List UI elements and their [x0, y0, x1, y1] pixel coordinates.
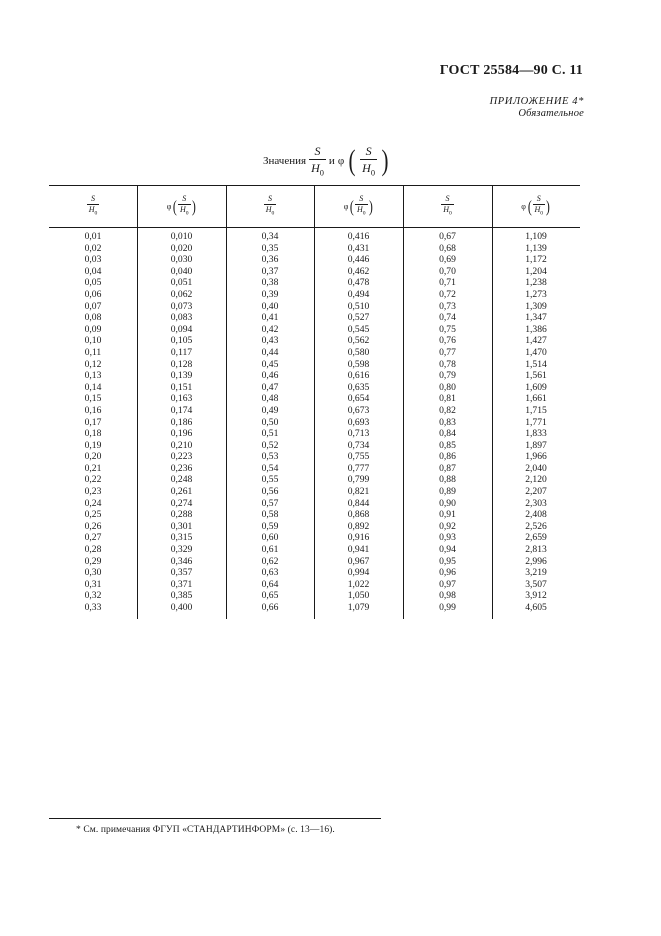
table-cell: 0,11 [84, 346, 102, 358]
table-cell: 1,022 [347, 578, 370, 590]
table-cell: 0,128 [170, 358, 193, 370]
table-cell: 0,87 [439, 462, 456, 474]
table-cell: 0,30 [84, 567, 102, 579]
table-cell: 0,31 [84, 578, 102, 590]
table-cell: 0,26 [84, 520, 102, 532]
table-cell: 0,39 [261, 288, 279, 300]
table-cell: 0,03 [84, 254, 102, 266]
table-cell: 0,799 [347, 474, 370, 486]
table-cell: 0,117 [170, 346, 193, 358]
caption-fraction: $\frac{S}{H_0}$ [311, 144, 324, 178]
table-cell: 0,55 [261, 474, 279, 486]
table-cell: 1,833 [525, 428, 547, 440]
table-cell: 0,261 [170, 486, 193, 498]
table-cell: 0,04 [84, 265, 102, 277]
column-phi-3 [492, 231, 580, 614]
table-cell: 0,99 [439, 602, 456, 613]
table-cell: 0,15 [84, 393, 102, 405]
table-cell: 0,25 [84, 509, 102, 521]
table-cell: 0,494 [347, 288, 370, 300]
table-cell: 0,186 [170, 416, 193, 428]
caption-phi: φ [337, 155, 345, 168]
table-cell: 0,57 [261, 497, 279, 509]
table-cell: 1,661 [525, 393, 547, 405]
table-cell: 0,37 [261, 265, 279, 277]
column-phi-2 [314, 231, 403, 614]
footnote-rule [49, 818, 381, 819]
table-cell: 0,07 [84, 300, 102, 312]
table-cell: 0,16 [84, 404, 102, 416]
table-cell: 0,462 [347, 265, 370, 277]
table-cell: 1,050 [347, 590, 370, 602]
table-cell: 1,514 [525, 358, 547, 370]
table-cell: 0,21 [84, 462, 102, 474]
table-cell: 0,96 [439, 567, 456, 579]
table-cell: 1,771 [525, 416, 547, 428]
table-cell: 1,470 [525, 346, 547, 358]
table-cell: 0,210 [170, 439, 193, 451]
table-cell: 1,715 [525, 404, 547, 416]
table-cell: 1,139 [525, 242, 547, 254]
table-cell: 0,97 [439, 578, 456, 590]
table-cell: 0,274 [170, 497, 193, 509]
table-cell: 0,094 [170, 323, 193, 335]
table-cell: 0,040 [170, 265, 193, 277]
table-cell: 0,12 [84, 358, 102, 370]
table-cell: 0,52 [261, 439, 279, 451]
table-cell: 0,28 [84, 544, 102, 556]
table-cell: 0,45 [261, 358, 279, 370]
table-cell: 0,35 [261, 242, 279, 254]
table-cell: 0,08 [84, 312, 102, 324]
table-cell: 1,561 [525, 370, 547, 382]
table-cell: 0,062 [170, 288, 193, 300]
table-cell: 0,329 [170, 544, 193, 556]
table-cell: 0,580 [347, 346, 370, 358]
table-cell: 0,777 [347, 462, 370, 474]
appendix-subtitle: Обязательное [518, 108, 584, 119]
column-phi-1 [137, 231, 226, 614]
table-cell: 0,844 [347, 497, 370, 509]
table-cell: 0,20 [84, 451, 102, 463]
table-cell: 0,92 [439, 520, 456, 532]
table-cell: 0,510 [347, 300, 370, 312]
table-cell: 0,41 [261, 312, 279, 324]
values-table [49, 185, 580, 619]
table-cell: 0,51 [261, 428, 279, 440]
header-s-over-h0: $\frac{S}{H_0}$ [443, 193, 452, 217]
table-cell: 0,446 [347, 254, 370, 266]
table-cell: 0,89 [439, 486, 456, 498]
table-cell: 0,06 [84, 288, 102, 300]
table-cell: 0,78 [439, 358, 456, 370]
table-cell: 0,174 [170, 404, 193, 416]
table-cell: 0,63 [261, 567, 279, 579]
table-cell: 0,562 [347, 335, 370, 347]
column-s-over-h0-1 [49, 231, 137, 614]
table-cell: 0,48 [261, 393, 279, 405]
table-cell: 0,13 [84, 370, 102, 382]
table-cell: 0,64 [261, 578, 279, 590]
table-cell: 0,755 [347, 451, 370, 463]
table-cell: 0,58 [261, 509, 279, 521]
table-cell: 0,80 [439, 381, 456, 393]
column-s-over-h0-2 [226, 231, 314, 614]
table-cell: 0,34 [261, 231, 279, 242]
table-cell: 1,204 [525, 265, 547, 277]
caption-fraction-2: $\frac{S}{H_0}$ [362, 144, 376, 178]
table-cell: 0,083 [170, 312, 193, 324]
table-cell: 0,105 [170, 335, 193, 347]
left-paren: ( [348, 144, 356, 178]
table-cell: 1,897 [525, 439, 547, 451]
table-cell: 0,654 [347, 393, 370, 405]
table-cell: 0,400 [170, 602, 193, 613]
table-cell: 0,371 [170, 578, 193, 590]
table-cell: 0,65 [261, 590, 279, 602]
table-cell: 1,273 [525, 288, 547, 300]
table-cell: 0,38 [261, 277, 279, 289]
table-cell: 0,14 [84, 381, 102, 393]
table-cell: 1,238 [525, 277, 547, 289]
table-cell: 0,416 [347, 231, 370, 242]
appendix-label [490, 96, 584, 120]
table-cell: 0,248 [170, 474, 193, 486]
table-cell: 0,54 [261, 462, 279, 474]
table-cell: 0,72 [439, 288, 456, 300]
table-cell: 0,010 [170, 231, 193, 242]
table-cell: 2,813 [525, 544, 547, 556]
table-cell: 0,66 [261, 602, 279, 613]
table-caption [0, 145, 661, 178]
table-cell: 0,73 [439, 300, 456, 312]
table-cell: 0,85 [439, 439, 456, 451]
table-cell: 0,431 [347, 242, 370, 254]
table-cell: 0,69 [439, 254, 456, 266]
column-s-over-h0-3 [403, 231, 492, 614]
table-cell: 0,43 [261, 335, 279, 347]
table-cell: 0,75 [439, 323, 456, 335]
table-cell: 0,60 [261, 532, 279, 544]
table-cell: 0,967 [347, 555, 370, 567]
table-cell: 0,40 [261, 300, 279, 312]
table-cell: 0,93 [439, 532, 456, 544]
table-cell: 0,82 [439, 404, 456, 416]
table-cell: 1,079 [347, 602, 370, 613]
table-cell: 0,88 [439, 474, 456, 486]
table-cell: 0,56 [261, 486, 279, 498]
table-cell: 0,83 [439, 416, 456, 428]
table-cell: 1,347 [525, 312, 547, 324]
caption-prefix: Значения [262, 155, 307, 168]
header-phi: φ ( $\frac{S}{H_0}$ ) [343, 193, 373, 217]
table-cell: 0,073 [170, 300, 193, 312]
table-cell: 0,315 [170, 532, 193, 544]
table-cell: 0,76 [439, 335, 456, 347]
footnote: * См. примечания ФГУП «СТАНДАРТИНФОРМ» (с. 13—16). [76, 825, 335, 835]
table-cell: 0,868 [347, 509, 370, 521]
table-cell: 0,70 [439, 265, 456, 277]
table-cell: 0,19 [84, 439, 102, 451]
right-paren: ) [381, 144, 389, 178]
table-cell: 0,030 [170, 254, 193, 266]
table-cell: 0,616 [347, 370, 370, 382]
table-cell: 0,385 [170, 590, 193, 602]
table-cell: 0,18 [84, 428, 102, 440]
table-cell: 0,77 [439, 346, 456, 358]
table-cell: 0,821 [347, 486, 370, 498]
table-cell: 3,219 [525, 567, 547, 579]
table-cell: 2,526 [525, 520, 547, 532]
table-cell: 0,346 [170, 555, 193, 567]
table-cell: 0,36 [261, 254, 279, 266]
header-phi: φ ( $\frac{S}{H_0}$ ) [166, 193, 196, 217]
table-cell: 0,139 [170, 370, 193, 382]
table-cell: 0,734 [347, 439, 370, 451]
table-cell: 0,151 [170, 381, 193, 393]
table-cell: 0,236 [170, 462, 193, 474]
table-cell: 0,74 [439, 312, 456, 324]
table-cell: 0,50 [261, 416, 279, 428]
table-cell: 0,61 [261, 544, 279, 556]
table-cell: 0,71 [439, 277, 456, 289]
table-cell: 0,33 [84, 602, 102, 613]
page-header: ГОСТ 25584—90 С. 11 [439, 63, 583, 78]
table-cell: 1,386 [525, 323, 547, 335]
table-cell: 0,892 [347, 520, 370, 532]
table-cell: 1,609 [525, 381, 547, 393]
table-cell: 0,994 [347, 567, 370, 579]
table-cell: 0,10 [84, 335, 102, 347]
table-cell: 1,309 [525, 300, 547, 312]
table-cell: 0,42 [261, 323, 279, 335]
table-cell: 0,62 [261, 555, 279, 567]
table-cell: 0,163 [170, 393, 193, 405]
table-cell: 0,301 [170, 520, 193, 532]
table-cell: 0,94 [439, 544, 456, 556]
table-cell: 0,49 [261, 404, 279, 416]
header-s-over-h0: $\frac{S}{H_0}$ [88, 193, 98, 217]
header-phi: φ ( $\frac{S}{H_0}$ ) [521, 193, 550, 217]
table-cell: 2,040 [525, 462, 547, 474]
table-cell: 0,598 [347, 358, 370, 370]
table-cell: 0,01 [84, 231, 102, 242]
table-cell: 0,91 [439, 509, 456, 521]
table-cell: 0,27 [84, 532, 102, 544]
table-cell: 0,67 [439, 231, 456, 242]
table-cell: 0,46 [261, 370, 279, 382]
table-cell: 0,673 [347, 404, 370, 416]
table-cell: 0,196 [170, 428, 193, 440]
table-cell: 0,288 [170, 509, 193, 521]
table-cell: 0,98 [439, 590, 456, 602]
appendix-title: ПРИЛОЖЕНИЕ 4* [489, 96, 584, 107]
table-cell: 0,29 [84, 555, 102, 567]
table-cell: 0,527 [347, 312, 370, 324]
table-cell: 0,22 [84, 474, 102, 486]
table-cell: 0,478 [347, 277, 370, 289]
table-cell: 0,90 [439, 497, 456, 509]
table-cell: 1,172 [525, 254, 547, 266]
caption-conj: и [328, 155, 335, 168]
table-cell: 2,659 [525, 532, 547, 544]
table-cell: 0,53 [261, 451, 279, 463]
table-cell: 0,05 [84, 277, 102, 289]
table-cell: 0,59 [261, 520, 279, 532]
table-cell: 0,713 [347, 428, 370, 440]
table-cell: 0,17 [84, 416, 102, 428]
table-cell: 0,916 [347, 532, 370, 544]
table-cell: 0,545 [347, 323, 370, 335]
header-s-over-h0: $\frac{S}{H_0}$ [265, 193, 275, 217]
table-cell: 0,81 [439, 393, 456, 405]
table-cell: 2,303 [525, 497, 547, 509]
table-cell: 1,109 [525, 231, 547, 242]
table-cell: 0,95 [439, 555, 456, 567]
table-cell: 0,693 [347, 416, 370, 428]
table-cell: 0,32 [84, 590, 102, 602]
table-cell: 2,207 [525, 486, 547, 498]
table-cell: 0,051 [170, 277, 193, 289]
table-cell: 3,912 [525, 590, 547, 602]
table-cell: 4,605 [525, 602, 547, 613]
table-cell: 0,941 [347, 544, 370, 556]
table-cell: 0,020 [170, 242, 193, 254]
table-cell: 2,120 [525, 474, 547, 486]
table-cell: 1,966 [525, 451, 547, 463]
table-cell: 0,23 [84, 486, 102, 498]
table-cell: 0,223 [170, 451, 193, 463]
table-cell: 2,408 [525, 509, 547, 521]
table-cell: 0,357 [170, 567, 193, 579]
table-cell: 1,427 [525, 335, 547, 347]
table-cell: 0,44 [261, 346, 279, 358]
table-cell: 0,47 [261, 381, 279, 393]
table-cell: 0,635 [347, 381, 370, 393]
table-cell: 2,996 [525, 555, 547, 567]
table-cell: 0,24 [84, 497, 102, 509]
table-cell: 0,86 [439, 451, 456, 463]
table-cell: 0,84 [439, 428, 456, 440]
table-cell: 0,09 [84, 323, 102, 335]
table-cell: 3,507 [525, 578, 547, 590]
table-cell: 0,02 [84, 242, 102, 254]
table-cell: 0,68 [439, 242, 456, 254]
table-cell: 0,79 [439, 370, 456, 382]
